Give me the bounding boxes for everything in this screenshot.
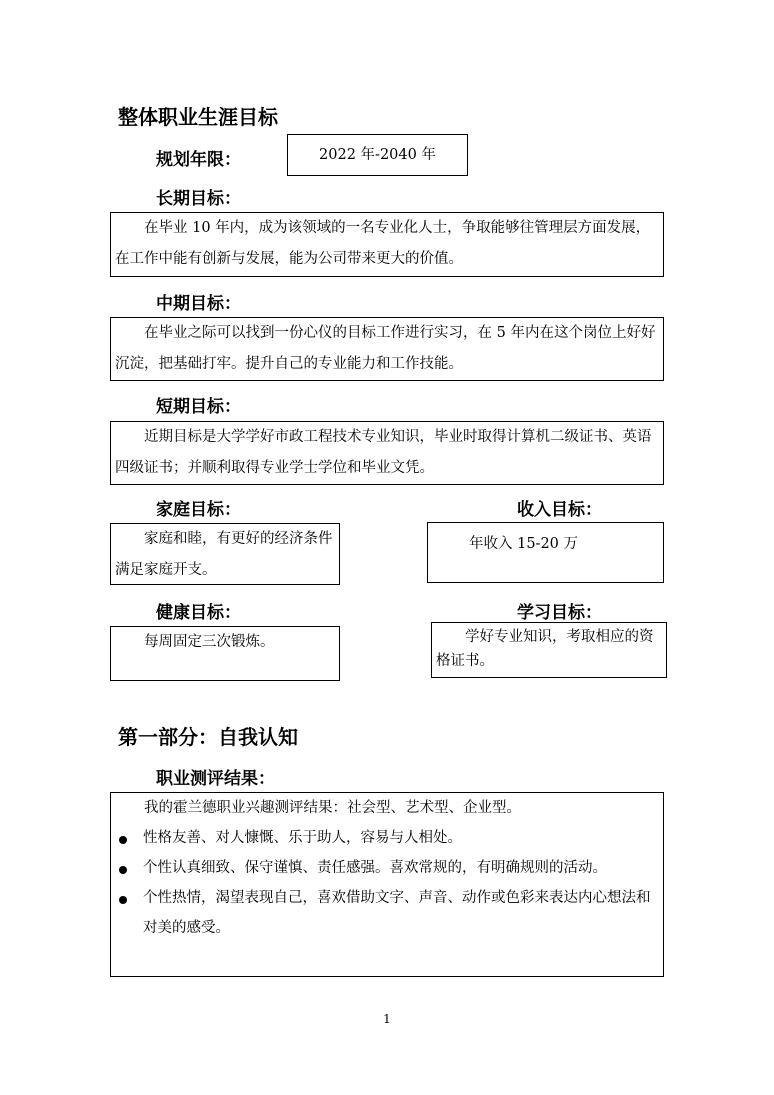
mid-term-text: 在毕业之际可以找到一份心仪的目标工作进行实习，在 5 年内在这个岗位上好好沉淀，把基础打牢。提升自己的专业能力和工作技能。	[115, 325, 656, 372]
assessment-box	[110, 792, 664, 977]
list-item	[111, 883, 663, 943]
income-label: 收入目标：	[517, 500, 602, 520]
health-label: 健康目标：	[156, 603, 241, 623]
bullet-icon	[119, 896, 127, 904]
page-number: 1	[383, 1012, 391, 1026]
short-term-box	[110, 421, 664, 485]
list-item-text: 个性热情，渴望表现自己，喜欢借助文字、声音、动作或色彩来表达内心想法和对美的感受。	[143, 890, 651, 936]
assessment-label: 职业测评结果：	[156, 769, 275, 789]
assessment-intro: 我的霍兰德职业兴趣测评结果：社会型、艺术型、企业型。	[144, 800, 521, 816]
short-term-text: 近期目标是大学学好市政工程技术专业知识，毕业时取得计算机二级证书、英语四级证书；并顺利取得专业学士学位和毕业文凭。	[115, 429, 652, 476]
plan-value-box	[287, 134, 468, 176]
short-term-label: 短期目标：	[156, 397, 241, 417]
page-title: 整体职业生涯目标	[118, 105, 278, 129]
income-box	[427, 522, 664, 583]
family-text: 家庭和睦，有更好的经济条件满足家庭开支。	[115, 531, 333, 578]
mid-term-box	[110, 317, 664, 381]
study-box	[431, 622, 667, 678]
long-term-text: 在毕业 10 年内，成为该领域的一名专业化人士，争取能够往管理层方面发展，在工作中能有创新与发展，能为公司带来更大的价值。	[115, 220, 651, 267]
plan-value: 2022 年-2040 年	[319, 147, 436, 163]
mid-term-label: 中期目标：	[156, 294, 241, 314]
plan-label: 规划年限：	[156, 150, 241, 170]
study-text: 学好专业知识，考取相应的资格证书。	[436, 629, 654, 669]
long-term-box	[110, 212, 664, 277]
income-text: 年收入 15-20 万	[469, 536, 579, 552]
health-text: 每周固定三次锻炼。	[144, 634, 275, 650]
long-term-label: 长期目标：	[156, 189, 241, 209]
list-item	[111, 823, 663, 853]
family-box	[110, 523, 340, 585]
family-label: 家庭目标：	[156, 500, 241, 520]
list-item-text: 性格友善、对人慷慨、乐于助人，容易与人相处。	[143, 830, 462, 846]
list-item-text: 个性认真细致、保守谨慎、责任感强。喜欢常规的，有明确规则的活动。	[143, 860, 607, 876]
study-label: 学习目标：	[517, 603, 602, 623]
bullet-icon	[119, 866, 127, 874]
health-box	[110, 626, 340, 681]
section-title: 第一部分：自我认知	[118, 725, 298, 749]
list-item	[111, 853, 663, 883]
bullet-icon	[119, 836, 127, 844]
